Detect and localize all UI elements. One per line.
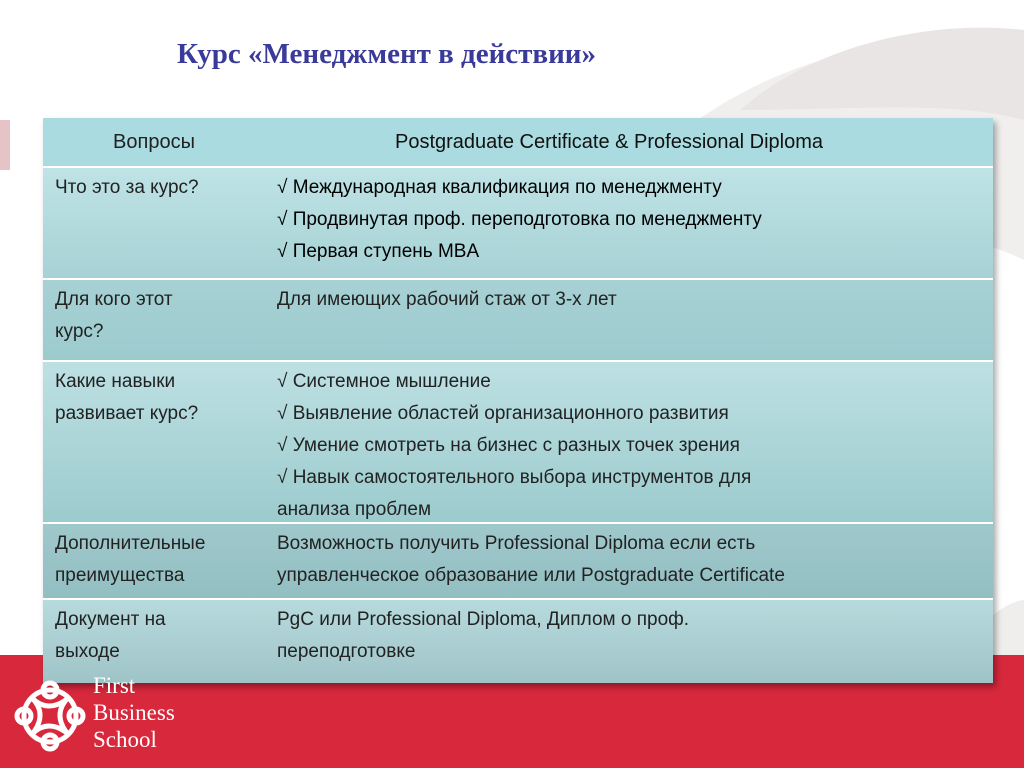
- table-header-row: [43, 118, 993, 168]
- row-answer: √ Международная квалификация по менеджменту √ Продвинутая проф. переподготовка по менеджменту √ Первая ступень MBA: [277, 177, 762, 262]
- row-question: Какие навыки развивает курс?: [55, 371, 199, 424]
- row-answer: √ Системное мышление √ Выявление областей организационного развития √ Умение смотреть на бизнес с разных точек зрения √ Навык самостоятельного выбора инструментов для анализа проблем: [277, 371, 752, 520]
- logo-wordmark: First Business School: [93, 673, 175, 752]
- table-row: [43, 280, 993, 362]
- row-question: Для кого этот курс?: [55, 289, 173, 342]
- row-answer: Для имеющих рабочий стаж от 3-х лет: [277, 289, 617, 310]
- row-answer: Возможность получить Professional Diploma если есть управленческое образование или Postgraduate Certificate: [277, 533, 785, 586]
- table-row: [43, 524, 993, 600]
- row-question: Документ на выходе: [55, 609, 166, 662]
- header-questions: Вопросы: [113, 130, 195, 153]
- table-row: [43, 168, 993, 280]
- course-table: [43, 118, 993, 683]
- page-title: Курс «Менеджмент в действии»: [177, 38, 596, 70]
- row-question: Дополнительные преимущества: [55, 533, 206, 586]
- table-row: [43, 362, 993, 524]
- row-answer: PgC или Professional Diploma, Диплом о проф. переподготовке: [277, 609, 690, 662]
- header-programs: Postgraduate Certificate & Professional Diploma: [395, 130, 823, 153]
- table-row: [43, 600, 993, 683]
- row-question: Что это за курс?: [55, 177, 199, 198]
